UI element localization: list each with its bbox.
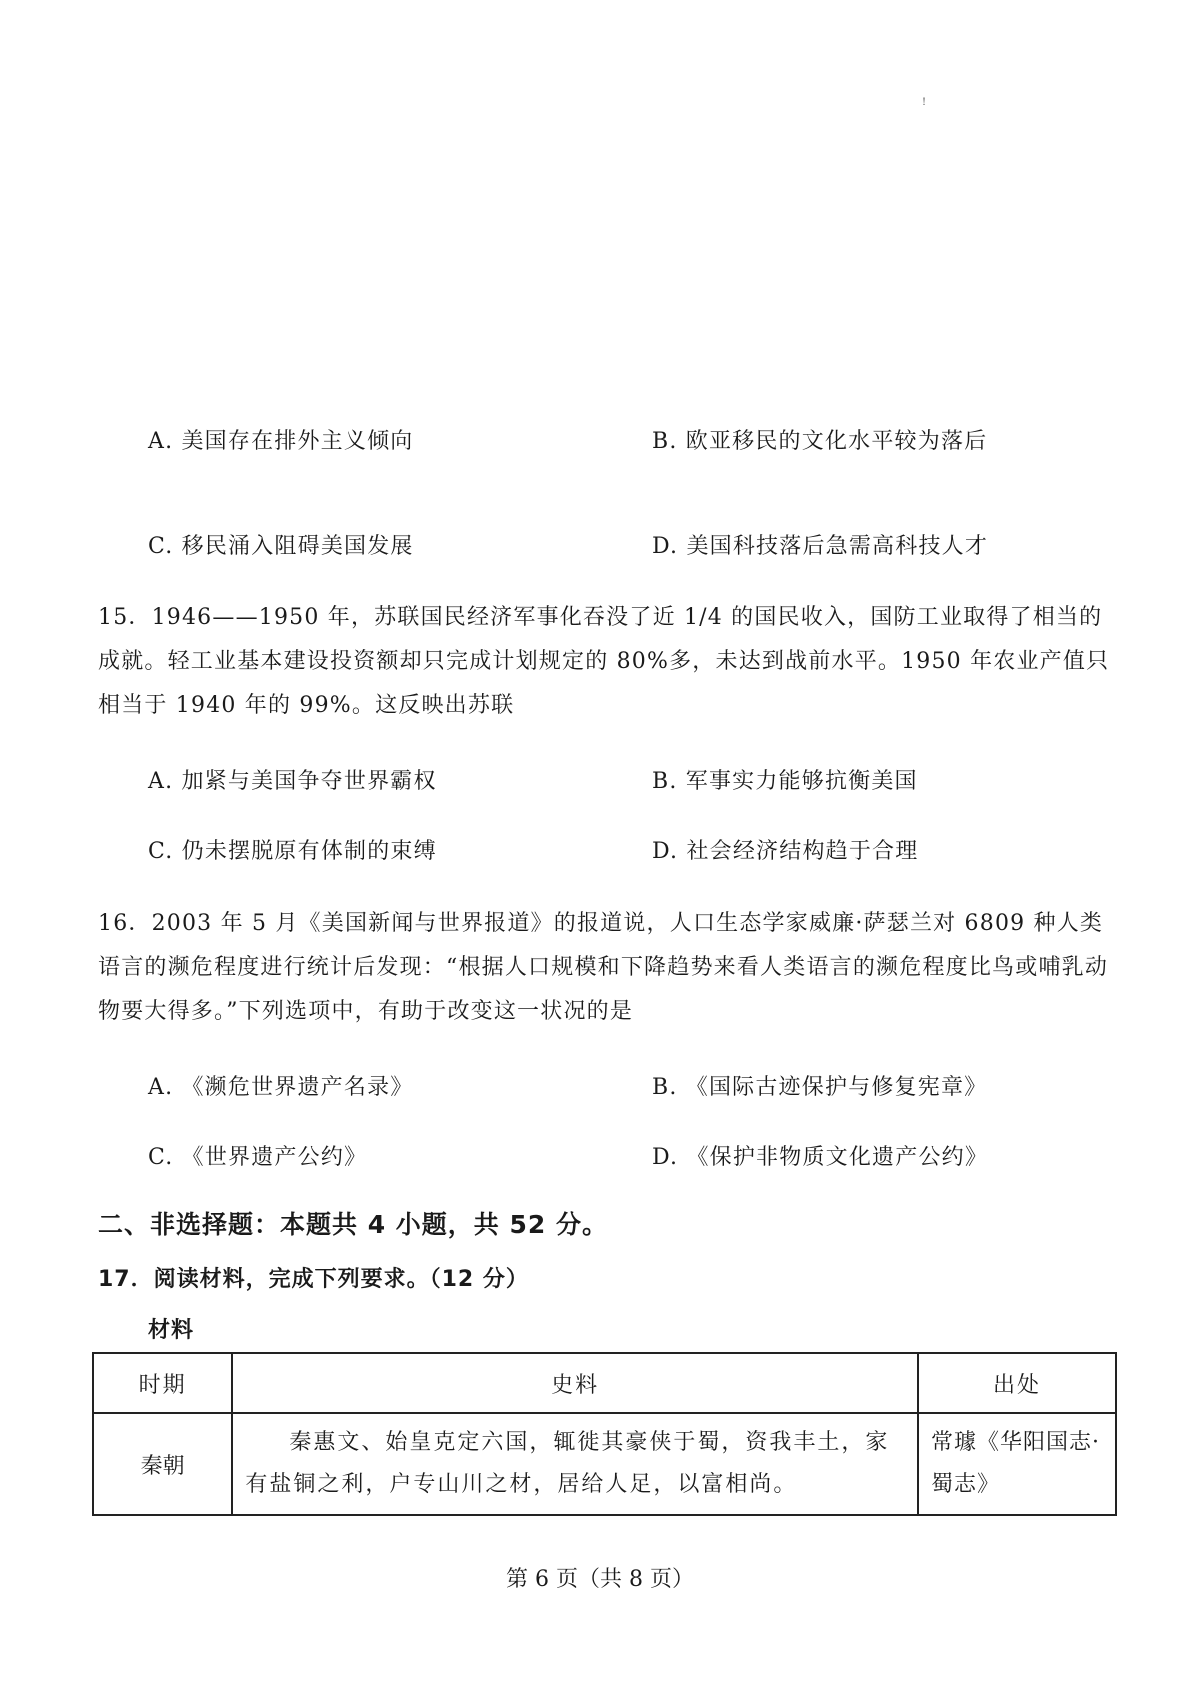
q14-option-a: A. 美国存在排外主义倾向 (148, 429, 414, 454)
header-material: 史料 (232, 1353, 918, 1413)
q14-option-b: B. 欧亚移民的文化水平较为落后 (652, 429, 988, 454)
material-table (92, 1352, 1117, 1516)
page-footer: 第 6 页（共 8 页） (506, 1567, 694, 1592)
q15-option-a: A. 加紧与美国争夺世界霸权 (148, 769, 437, 794)
q16-option-c: C. 《世界遗产公约》 (148, 1145, 368, 1170)
row-period: 秦朝 (93, 1413, 232, 1515)
q14-option-c: C. 移民涌入阻碍美国发展 (148, 534, 414, 559)
top-mark: ! (922, 97, 927, 108)
q16-option-d: D. 《保护非物质文化遗产公约》 (652, 1145, 989, 1170)
q14-option-d: D. 美国科技落后急需高科技人才 (652, 534, 989, 559)
section-2-title: 二、非选择题：本题共 4 小题，共 52 分。 (98, 1210, 609, 1239)
table-header-row (93, 1353, 1116, 1413)
q16-option-b: B. 《国际古迹保护与修复宪章》 (652, 1075, 988, 1100)
q16-option-a: A. 《濒危世界遗产名录》 (148, 1075, 414, 1100)
q17-title: 17．阅读材料，完成下列要求。（12 分） (98, 1267, 529, 1292)
q15-option-c: C. 仍未摆脱原有体制的束缚 (148, 839, 437, 864)
row-source: 常璩《华阳国志·蜀志》 (918, 1413, 1116, 1515)
header-period: 时期 (93, 1353, 232, 1413)
table-row (93, 1413, 1116, 1515)
material-label: 材料 (148, 1318, 195, 1343)
row-material-text: 秦惠文、始皇克定六国，辄徙其豪侠于蜀，资我丰土，家有盐铜之利，户专山川之材，居给人足，以富相尚。 (232, 1413, 918, 1515)
header-source: 出处 (918, 1353, 1116, 1413)
q15-stem: 15．1946——1950 年，苏联国民经济军事化吞没了近 1/4 的国民收入，国防工业取得了相当的成就。轻工业基本建设投资额却只完成计划规定的 80%多，未达到战前水平。1950 年农业产值只相当于 1940 年的 99%。这反映出苏联 (98, 605, 1110, 718)
q16-stem: 16．2003 年 5 月《美国新闻与世界报道》的报道说，人口生态学家威廉·萨瑟兰对 6809 种人类语言的濒危程度进行统计后发现：“根据人口规模和下降趋势来看人类语言的濒危程度比鸟或哺乳动物要大得多。”下列选项中，有助于改变这一状况的是 (98, 911, 1109, 1024)
q15-option-b: B. 军事实力能够抗衡美国 (652, 769, 918, 794)
q15-option-d: D. 社会经济结构趋于合理 (652, 839, 919, 864)
